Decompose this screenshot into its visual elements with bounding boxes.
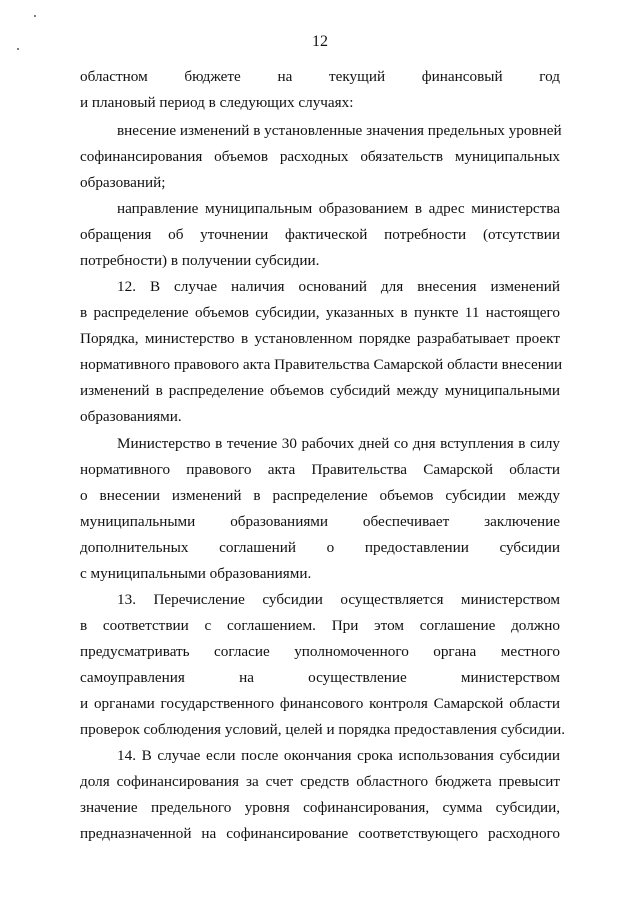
text-line: самоуправления на осуществление министерством bbox=[80, 669, 560, 686]
text-line: доля софинансирования за счет средств областного бюджета превысит bbox=[80, 773, 560, 790]
text-line: образованиями. bbox=[80, 408, 182, 425]
text-line: в соответствии с соглашением. При этом соглашение должно bbox=[80, 617, 560, 634]
text-line: предназначенной на софинансирование соответствующего расходного bbox=[80, 825, 560, 842]
text-line: образований; bbox=[80, 174, 166, 191]
text-line: нормативного правового акта Правительства Самарской области bbox=[80, 461, 560, 478]
text-line: изменений в распределение объемов субсидий между муниципальными bbox=[80, 382, 560, 399]
text-line: муниципальными образованиями обеспечивает заключение bbox=[80, 513, 560, 530]
text-line: проверок соблюдения условий, целей и порядка предоставления субсидии. bbox=[80, 721, 566, 738]
text-line: и плановый период в следующих случаях: bbox=[80, 94, 354, 111]
text-line: нормативного правового акта Правительства Самарской области внесении bbox=[80, 356, 563, 373]
text-line: в распределение объемов субсидии, указанных в пункте 11 настоящего bbox=[80, 304, 560, 321]
text-line: потребности) в получении субсидии. bbox=[80, 252, 320, 269]
text-line: Порядка, министерство в установленном порядке разрабатывает проект bbox=[80, 330, 560, 347]
text-line: и органами государственного финансового контроля Самарской области bbox=[80, 695, 560, 712]
text-line: областном бюджете на текущий финансовый год bbox=[80, 68, 560, 85]
text-line: с муниципальными образованиями. bbox=[80, 565, 312, 582]
text-line: обращения об уточнении фактической потребности (отсутствии bbox=[80, 226, 560, 243]
text-line: предусматривать согласие уполномоченного органа местного bbox=[80, 643, 560, 660]
text-line: 12. В случае наличия оснований для внесения изменений bbox=[117, 278, 560, 295]
page-number: 12 bbox=[312, 33, 328, 50]
text-line: 14. В случае если после окончания срока использования субсидии bbox=[117, 747, 560, 764]
scan-speck bbox=[34, 15, 36, 17]
text-line: внесение изменений в установленные значения предельных уровней bbox=[117, 122, 562, 139]
text-line: 13. Перечисление субсидии осуществляется министерством bbox=[117, 591, 560, 608]
text-line: направление муниципальным образованием в адрес министерства bbox=[117, 200, 560, 217]
text-line: софинансирования объемов расходных обязательств муниципальных bbox=[80, 148, 560, 165]
text-line: значение предельного уровня софинансирования, сумма субсидии, bbox=[80, 799, 560, 816]
text-line: Министерство в течение 30 рабочих дней со дня вступления в силу bbox=[117, 435, 560, 452]
text-line: о внесении изменений в распределение объемов субсидии между bbox=[80, 487, 560, 504]
text-line: дополнительных соглашений о предоставлении субсидии bbox=[80, 539, 560, 556]
